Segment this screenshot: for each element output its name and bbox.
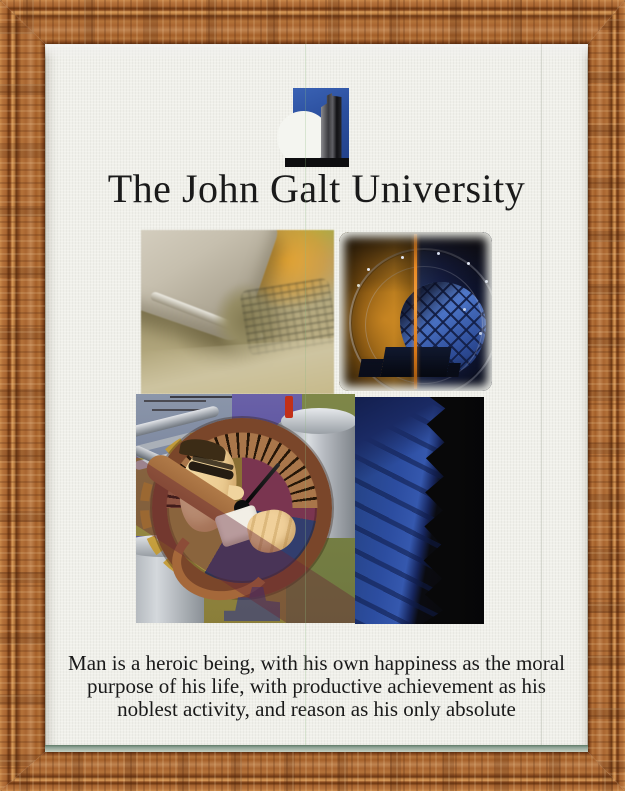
frame-rail-left <box>0 0 45 791</box>
quote-line-3: noblest activity, and reason as his only absolute <box>117 697 516 721</box>
scan-artifact-line-right <box>541 44 542 745</box>
collage-panel-turbine-tunnel <box>339 232 492 391</box>
paper-sheen <box>45 44 588 60</box>
quote-line-1: Man is a heroic being, with his own happiness as the moral <box>68 651 565 675</box>
poster-quote <box>45 652 588 721</box>
collage-panel-blue-skyscraper <box>355 397 484 624</box>
frame-rail-bottom <box>0 752 625 791</box>
frame-rail-top <box>0 0 625 44</box>
tunnel-white-vignette <box>339 232 492 391</box>
glass-edge-strip <box>45 745 588 752</box>
quote-line-2: purpose of his life, with productive achievement as his <box>87 674 546 698</box>
frame-rail-right <box>588 0 625 791</box>
building-dark-side <box>456 397 484 624</box>
image-collage <box>136 230 492 624</box>
red-valve-handle <box>285 396 293 418</box>
university-logo <box>284 88 350 168</box>
poster-title: The John Galt University <box>107 166 526 211</box>
collage-panel-gauge-worker <box>136 394 355 623</box>
poster-paper <box>45 44 588 752</box>
scan-artifact-line-left <box>305 44 306 745</box>
thin-pipes <box>144 400 206 402</box>
